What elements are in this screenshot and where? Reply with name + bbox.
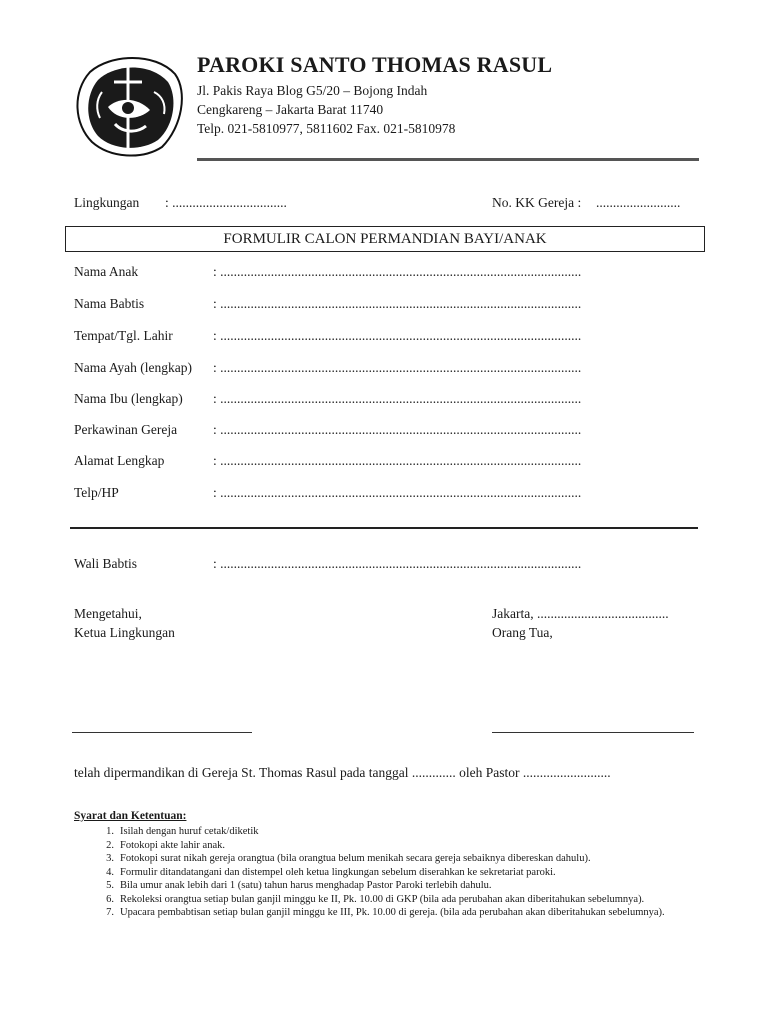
field-label-wali: Wali Babtis bbox=[74, 556, 138, 571]
field-label-alamat: Alamat Lengkap bbox=[74, 453, 165, 468]
signature-line-left[interactable] bbox=[72, 732, 252, 733]
field-wali[interactable]: : ........................................................................................................... bbox=[213, 556, 582, 571]
term-number: 7. bbox=[106, 907, 114, 918]
term-text: Isilah dengan huruf cetak/diketik bbox=[120, 826, 259, 837]
terms-title: Syarat dan Ketentuan: bbox=[74, 810, 187, 822]
term-number: 3. bbox=[106, 853, 114, 864]
field-nama-ibu[interactable]: : ........................................................................................................... bbox=[213, 391, 582, 406]
signature-right-line1[interactable]: Jakarta, ....................................... bbox=[492, 606, 669, 621]
term-number: 4. bbox=[106, 866, 114, 878]
form-title: FORMULIR CALON PERMANDIAN BAYI/ANAK bbox=[65, 226, 705, 252]
list-item bbox=[74, 893, 698, 907]
signature-line-right[interactable] bbox=[492, 732, 694, 733]
field-label-nama-ibu: Nama Ibu (lengkap) bbox=[74, 391, 183, 406]
term-text: Bila umur anak lebih dari 1 (satu) tahun harus menghadap Pastor Paroki terlebih dahulu. bbox=[120, 880, 492, 891]
address-line-2: Cengkareng – Jakarta Barat 11740 bbox=[197, 102, 384, 117]
field-label-telp: Telp/HP bbox=[74, 485, 119, 500]
term-text: Upacara pembabtisan setiap bulan ganjil minggu ke III, Pk. 10.00 di gereja. (bila ada perubahan akan diberitahukan sebelumnya). bbox=[120, 907, 665, 918]
field-label-nama-anak: Nama Anak bbox=[74, 264, 139, 279]
baptized-statement[interactable]: telah dipermandikan di Gereja St. Thomas Rasul pada tanggal ............. oleh Pastor .......................... bbox=[74, 765, 611, 780]
list-item bbox=[74, 879, 698, 893]
kk-field[interactable]: ......................... bbox=[596, 195, 681, 210]
field-alamat[interactable]: : ........................................................................................................... bbox=[213, 453, 582, 468]
header-divider bbox=[197, 158, 699, 161]
lingkungan-label: Lingkungan bbox=[74, 195, 140, 210]
field-nama-babtis[interactable]: : ........................................................................................................... bbox=[213, 296, 582, 311]
term-text: Fotokopi surat nikah gereja orangtua (bila orangtua belum menikah secara gereja sebaiknya dibereskan dahulu). bbox=[120, 853, 591, 864]
field-label-nama-ayah: Nama Ayah (lengkap) bbox=[74, 360, 192, 375]
term-number: 6. bbox=[106, 893, 114, 905]
field-label-perkawinan: Perkawinan Gereja bbox=[74, 422, 178, 437]
section-divider bbox=[70, 527, 698, 529]
signature-left-line1: Mengetahui, bbox=[74, 606, 142, 621]
kk-label: No. KK Gereja : bbox=[492, 195, 582, 210]
address-line-1: Jl. Pakis Raya Blog G5/20 – Bojong Indah bbox=[197, 83, 428, 98]
lingkungan-field[interactable]: : .................................. bbox=[165, 195, 287, 210]
term-text: Rekoleksi orangtua setiap bulan ganjil minggu ke II, Pk. 10.00 di GKP (bila ada perubahan akan diberitahukan sebelumnya). bbox=[120, 893, 645, 905]
field-perkawinan[interactable]: : ........................................................................................................... bbox=[213, 422, 582, 437]
signature-left-line2: Ketua Lingkungan bbox=[74, 625, 175, 640]
field-tempat-lahir[interactable]: : ........................................................................................................... bbox=[213, 328, 582, 343]
term-number: 5. bbox=[106, 880, 114, 891]
field-telp[interactable]: : ........................................................................................................... bbox=[213, 485, 582, 500]
field-label-tempat-lahir: Tempat/Tgl. Lahir bbox=[74, 328, 173, 343]
field-label-nama-babtis: Nama Babtis bbox=[74, 296, 145, 311]
terms-list bbox=[74, 825, 698, 920]
term-number: 2. bbox=[106, 839, 114, 851]
field-nama-ayah[interactable]: : ........................................................................................................... bbox=[213, 360, 582, 375]
list-item bbox=[74, 866, 698, 880]
address-line-3: Telp. 021-5810977, 5811602 Fax. 021-5810978 bbox=[197, 121, 456, 136]
term-number: 1. bbox=[106, 826, 114, 837]
list-item bbox=[74, 852, 698, 866]
term-text: Formulir ditandatangani dan distempel oleh ketua lingkungan sebelum diserahkan ke sekretariat paroki. bbox=[120, 866, 556, 878]
term-text: Fotokopi akte lahir anak. bbox=[120, 839, 225, 851]
parish-emblem-icon bbox=[70, 52, 188, 160]
field-nama-anak[interactable]: : ........................................................................................................... bbox=[213, 264, 582, 279]
parish-title: PAROKI SANTO THOMAS RASUL bbox=[197, 52, 553, 77]
signature-right-line2: Orang Tua, bbox=[492, 625, 553, 640]
list-item bbox=[74, 906, 698, 920]
list-item bbox=[74, 825, 698, 839]
list-item bbox=[74, 839, 698, 853]
